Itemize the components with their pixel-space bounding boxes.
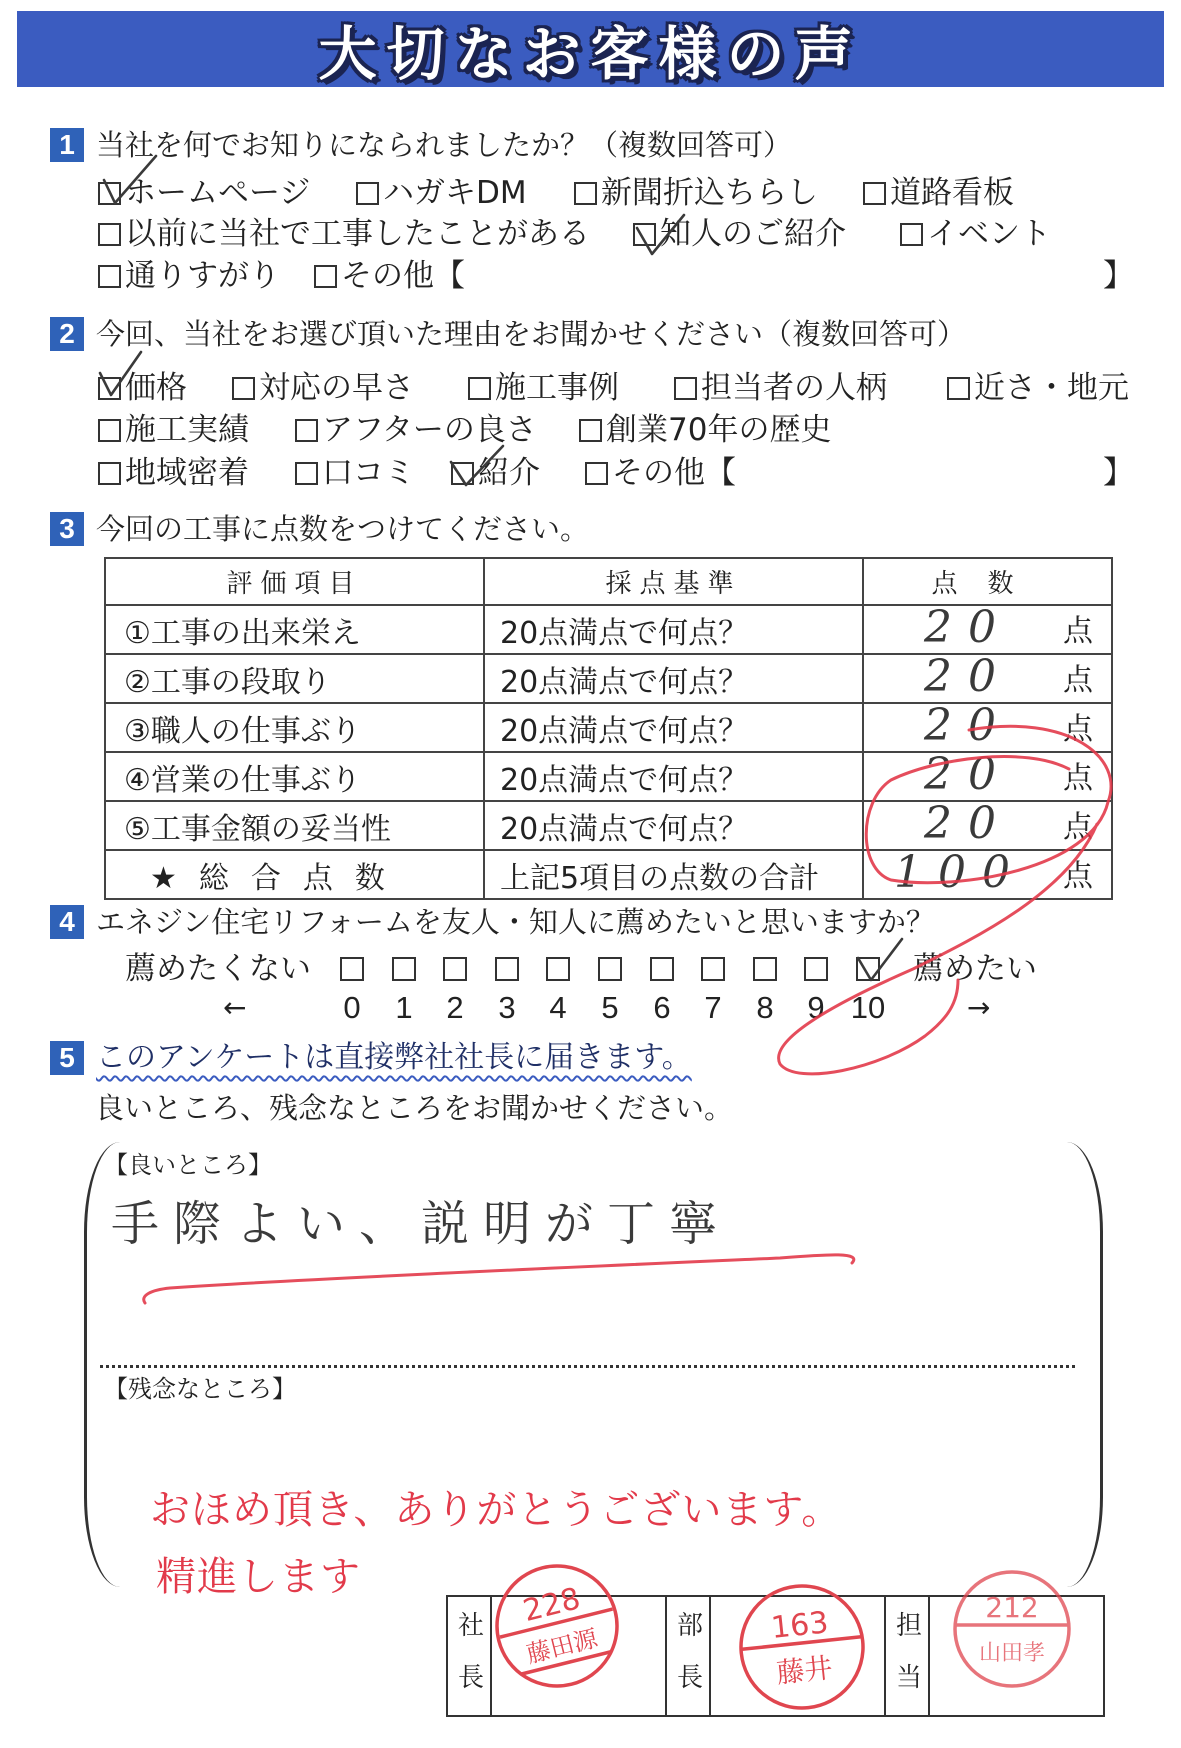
- score-unit: 点: [1063, 712, 1093, 747]
- handwritten-score: 20: [924, 651, 1012, 702]
- checkbox[interactable]: [579, 419, 602, 442]
- checkbox[interactable]: [295, 462, 318, 485]
- q2-option-word-of-mouth[interactable]: [295, 455, 415, 491]
- scale-number: 8: [756, 990, 774, 1025]
- option-label: 口コミ: [322, 455, 415, 491]
- total-item: [105, 850, 484, 899]
- q1-option-road-sign[interactable]: [863, 175, 1014, 211]
- q1-option-postcard-dm[interactable]: [356, 175, 527, 211]
- table-header-row: [105, 558, 1112, 605]
- option-label: イベント: [927, 216, 1051, 252]
- option-label: 以前に当社で工事したことがある: [125, 216, 590, 252]
- row-score-cell[interactable]: [863, 700, 1112, 752]
- approval-table: [446, 1595, 1105, 1717]
- score-unit: 点: [1063, 663, 1093, 698]
- option-label: アフターの良さ: [322, 412, 537, 448]
- option-label: 通りすがり: [125, 258, 280, 294]
- q2-option-community[interactable]: [98, 455, 249, 491]
- checkbox[interactable]: [900, 223, 923, 246]
- score-unit: 点: [1063, 614, 1093, 649]
- header-banner: [17, 11, 1164, 87]
- row-criteria: 20点満点で何点？: [484, 801, 863, 850]
- q1-option-passing-by[interactable]: [98, 258, 280, 294]
- option-label: 近さ・地元: [974, 370, 1129, 406]
- row-item: ④営業の仕事ぶり: [105, 752, 484, 801]
- checkbox[interactable]: [98, 182, 121, 205]
- handwritten-good-comment[interactable]: 手際よい、説明が丁寧: [111, 1196, 732, 1252]
- option-label: 知人のご紹介: [660, 216, 846, 252]
- stamp-cell-president: [491, 1596, 666, 1716]
- scale-number: 1: [395, 990, 413, 1025]
- q2-option-aftercare[interactable]: [295, 412, 537, 448]
- checkbox[interactable]: [314, 265, 337, 288]
- q1-option-acquaintance-referral[interactable]: [633, 216, 846, 252]
- row-score-cell[interactable]: [863, 651, 1112, 703]
- scale-checkbox-9[interactable]: [804, 957, 828, 981]
- section-number-3: 3: [50, 512, 84, 546]
- stamp-cell-staff: [929, 1596, 1104, 1716]
- column-header-item: 評価項目: [105, 558, 484, 605]
- bad-points-label: 【残念なところ】: [104, 1375, 296, 1403]
- section-number-5: 5: [50, 1041, 84, 1075]
- option-label: ホームページ: [125, 175, 311, 211]
- scale-checkbox-6[interactable]: [650, 957, 674, 981]
- table-row: [105, 703, 1112, 752]
- scale-number: 7: [704, 990, 722, 1025]
- row-item: ①工事の出来栄え: [105, 605, 484, 654]
- approval-label: 部長: [672, 1611, 703, 1715]
- scale-checkbox-3[interactable]: [495, 957, 519, 981]
- row-criteria: 20点満点で何点？: [484, 752, 863, 801]
- approval-label: 社長: [453, 1611, 484, 1715]
- q2-option-history[interactable]: [579, 412, 831, 448]
- option-label: 紹介: [478, 455, 540, 491]
- checkbox[interactable]: [295, 419, 318, 442]
- option-label: 創業70年の歴史: [606, 412, 832, 448]
- scale-checkbox-4[interactable]: [546, 957, 570, 981]
- total-score-cell[interactable]: [863, 847, 1112, 899]
- handwritten-score: 20: [924, 602, 1012, 653]
- scale-number: 3: [498, 990, 516, 1025]
- scale-number: 9: [807, 990, 825, 1025]
- checkbox[interactable]: [468, 377, 491, 400]
- stamp-cell-manager: [710, 1596, 885, 1716]
- option-label: ハガキDM: [383, 175, 527, 211]
- page-title: 大切なお客様の声: [318, 20, 863, 88]
- stamp-number: 228: [519, 1581, 584, 1630]
- checkbox[interactable]: [451, 462, 474, 485]
- checkbox[interactable]: [356, 182, 379, 205]
- approval-label-staff: [885, 1596, 929, 1716]
- checkbox[interactable]: [633, 223, 656, 246]
- row-score-cell[interactable]: [863, 798, 1112, 850]
- handwritten-score: 20: [924, 749, 1012, 800]
- scale-number: 0: [343, 990, 361, 1025]
- q1-option-past-customer[interactable]: [98, 216, 590, 252]
- approval-label-president: [447, 1596, 491, 1716]
- option-label: その他【: [612, 455, 736, 491]
- scale-low-label: 薦めたくない: [125, 951, 311, 987]
- q2-option-referral[interactable]: [451, 455, 540, 491]
- total-criteria: 上記5項目の点数の合計: [484, 850, 863, 899]
- scale-checkbox-8[interactable]: [753, 957, 777, 981]
- table-row: [105, 605, 1112, 654]
- score-table: [104, 557, 1113, 900]
- good-points-label: 【良いところ】: [104, 1151, 272, 1179]
- option-label: 施工実績: [125, 412, 249, 448]
- approval-label: 担当: [891, 1611, 922, 1715]
- scale-number: 4: [549, 990, 567, 1025]
- notice-text: このアンケートは直接弊社社長に届きます。: [96, 1040, 692, 1075]
- row-item: ③職人の仕事ぶり: [105, 703, 484, 752]
- red-pen-reply-line: 精進します: [156, 1554, 361, 1600]
- stamp-name: 藤田源: [523, 1624, 601, 1669]
- row-criteria: 20点満点で何点？: [484, 703, 863, 752]
- row-item: ⑤工事金額の妥当性: [105, 801, 484, 850]
- checkbox[interactable]: [98, 419, 121, 442]
- stamp-number: 212: [985, 1591, 1039, 1624]
- table-row: [105, 752, 1112, 801]
- q2-other-close-bracket: 】: [1103, 455, 1134, 491]
- handwritten-score: 20: [924, 700, 1012, 751]
- table-row: [105, 654, 1112, 703]
- column-header-criteria: 採点基準: [484, 558, 863, 605]
- stamp-name: 藤井: [774, 1651, 835, 1690]
- q2-option-other[interactable]: [585, 455, 736, 491]
- option-label: その他【: [341, 258, 465, 294]
- q2-option-price[interactable]: [98, 370, 187, 406]
- checkbox[interactable]: [947, 377, 970, 400]
- handwritten-total-score: 100: [894, 847, 1026, 898]
- checkbox[interactable]: [674, 377, 697, 400]
- checkbox[interactable]: [863, 182, 886, 205]
- row-criteria: 20点満点で何点？: [484, 654, 863, 703]
- checkbox[interactable]: [574, 182, 597, 205]
- row-criteria: 20点満点で何点？: [484, 605, 863, 654]
- question-4-text: エネジン住宅リフォームを友人・知人に薦めたいと思いますか？: [96, 905, 935, 939]
- q1-option-other[interactable]: [314, 258, 465, 294]
- dotted-divider: [100, 1365, 1075, 1368]
- checkbox[interactable]: [98, 223, 121, 246]
- option-label: 担当者の人柄: [701, 370, 887, 406]
- option-label: 施工事例: [495, 370, 619, 406]
- option-label: 道路看板: [890, 175, 1014, 211]
- question-2-text: 今回、当社をお選び頂いた理由をお聞かせください（複数回答可）: [96, 317, 967, 351]
- stamp-number: 163: [769, 1605, 831, 1647]
- total-label: 総合点数: [198, 860, 407, 896]
- checkbox[interactable]: [98, 377, 121, 400]
- checkbox[interactable]: [585, 462, 608, 485]
- scale-checkbox-1[interactable]: [392, 957, 416, 981]
- red-pen-reply-line: おほめ頂き、ありがとうございます。: [150, 1487, 843, 1533]
- checkbox[interactable]: [232, 377, 255, 400]
- row-item: ②工事の段取り: [105, 654, 484, 703]
- scale-number: 10: [850, 990, 886, 1025]
- q1-option-homepage[interactable]: [98, 175, 310, 211]
- handwritten-score: 20: [924, 798, 1012, 849]
- section-number-2: 2: [50, 317, 84, 351]
- question-3-text: 今回の工事に点数をつけてください。: [96, 512, 590, 546]
- arrow-right-icon: →: [967, 991, 991, 1024]
- q1-other-close-bracket: 】: [1103, 258, 1134, 294]
- option-label: 価格: [125, 370, 187, 406]
- scale-number: 5: [601, 990, 619, 1025]
- q2-option-staff-personality[interactable]: [674, 370, 887, 406]
- row-score-cell[interactable]: [863, 602, 1112, 654]
- q1-option-newspaper-flyer[interactable]: [574, 175, 818, 211]
- question-5-text: 良いところ、残念なところをお聞かせください。: [95, 1091, 734, 1125]
- checkbox[interactable]: [98, 462, 121, 485]
- column-header-score: 点数: [863, 558, 1112, 605]
- star-icon: ★: [150, 860, 177, 896]
- scale-high-label: 薦めたい: [913, 951, 1037, 987]
- row-score-cell[interactable]: [863, 749, 1112, 801]
- scale-checkbox-10[interactable]: [856, 957, 880, 981]
- q2-option-quick-response[interactable]: [232, 370, 414, 406]
- scale-checkbox-2[interactable]: [443, 957, 467, 981]
- q2-option-track-record[interactable]: [98, 412, 249, 448]
- q2-option-case-studies[interactable]: [468, 370, 619, 406]
- option-label: 新聞折込ちらし: [601, 175, 818, 211]
- scale-number: 2: [446, 990, 464, 1025]
- scale-number: 6: [653, 990, 671, 1025]
- table-total-row: [105, 850, 1112, 899]
- q1-option-event[interactable]: [900, 216, 1051, 252]
- score-unit: 点: [1063, 761, 1093, 796]
- scale-checkbox-5[interactable]: [598, 957, 622, 981]
- option-label: 地域密着: [125, 455, 249, 491]
- score-unit: 点: [1063, 810, 1093, 845]
- scale-checkbox-0[interactable]: [340, 957, 364, 981]
- approval-label-manager: [666, 1596, 710, 1716]
- score-unit: 点: [1063, 859, 1093, 894]
- checkbox[interactable]: [98, 265, 121, 288]
- scale-checkbox-7[interactable]: [701, 957, 725, 981]
- question-1-text: 当社を何でお知りになられましたか？（複数回答可）: [96, 128, 793, 162]
- section-number-4: 4: [50, 905, 84, 939]
- section-number-1: 1: [50, 128, 84, 162]
- table-row: [105, 801, 1112, 850]
- stamp-name: 山田孝: [978, 1641, 1046, 1666]
- arrow-left-icon: ←: [223, 991, 247, 1024]
- option-label: 対応の早さ: [259, 370, 414, 406]
- q2-option-local[interactable]: [947, 370, 1129, 406]
